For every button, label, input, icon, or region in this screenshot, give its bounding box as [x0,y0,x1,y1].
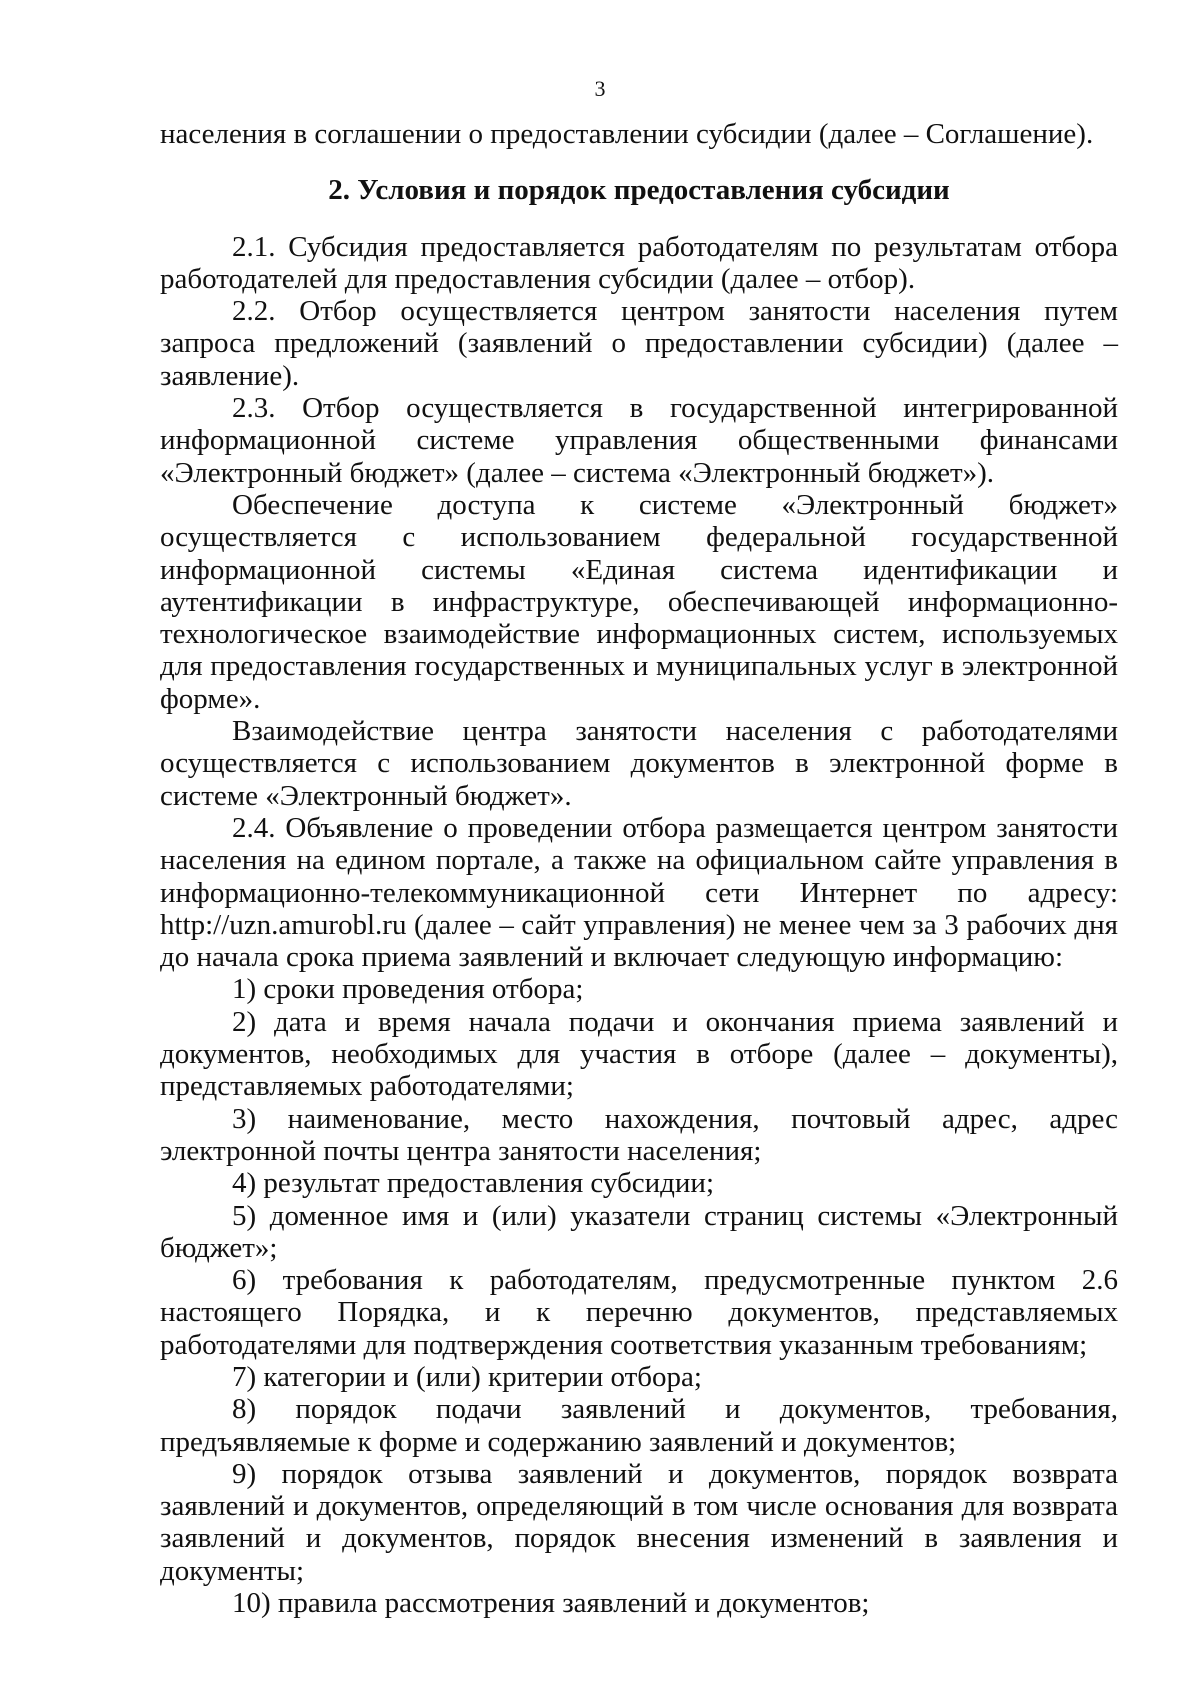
list-item: 3) наименование, место нахождения, почтовый адрес, адрес электронной почты центра занятости населения; [160,1102,1118,1167]
paragraph-2-1: 2.1. Субсидия предоставляется работодателям по результатам отбора работодателей для предоставления субсидии (далее – отбор). [160,230,1118,295]
list-item: 2) дата и время начала подачи и окончания приема заявлений и документов, необходимых для участия в отборе (далее – документы), представляемых работодателями; [160,1005,1118,1103]
list-item: 6) требования к работодателям, предусмотренные пунктом 2.6 настоящего Порядка, и к перечню документов, представляемых работодателями для подтверждения соответствия указанным требованиям; [160,1264,1118,1361]
paragraph-2-3: 2.3. Отбор осуществляется в государственной интегрированной информационной системе управления общественными финансами «Электронный бюджет» (далее – система «Электронный бюджет»). [160,392,1118,489]
list-item: 4) результат предоставления субсидии; [232,1167,715,1200]
list-item: 8) порядок подачи заявлений и документов, требования, предъявляемые к форме и содержанию заявлений и документов; [160,1393,1118,1458]
intro-line: населения в соглашении о предоставлении субсидии (далее – Соглашение). [160,118,1094,150]
section-heading: 2. Условия и порядок предоставления субсидии [328,174,950,207]
page-number: 3 [594,76,606,101]
list-item: 5) доменное имя и (или) указатели страниц системы «Электронный бюджет»; [160,1199,1118,1264]
paragraph-interaction: Взаимодействие центра занятости населения с работодателями осуществляется с использованием документов в электронной форме в системе «Электронный бюджет». [160,715,1118,812]
list-item: 1) сроки проведения отбора; [232,973,584,1006]
list-item: 10) правила рассмотрения заявлений и документов; [232,1587,870,1620]
paragraph-2-2: 2.2. Отбор осуществляется центром занятости населения путем запроса предложений (заявлений о предоставлении субсидии) (далее – заявление). [160,295,1118,392]
list-item: 7) категории и (или) критерии отбора; [232,1360,702,1393]
list-item: 9) порядок отзыва заявлений и документов, порядок возврата заявлений и документов, определяющий в том числе основания для возврата заявлений и документов, порядок внесения изменений в заявления и документы; [160,1457,1118,1587]
document-body [160,118,1118,1619]
paragraph-access: Обеспечение доступа к системе «Электронный бюджет» осуществляется с использованием федеральной государственной информационной системы «Единая система идентификации и аутентификации в инфраструктуре, обеспечивающей информационно-технологическое взаимодействие информационных систем, используемых для предоставления государственных и муниципальных услуг в электронной форме». [160,488,1118,715]
paragraph-2-4: 2.4. Объявление о проведении отбора размещается центром занятости населения на едином портале, а также на официальном сайте управления в информационно-телекоммуникационной сети Интернет по адресу: http://uzn.amurobl.ru (далее – сайт управления) не менее чем за 3 рабочих дня до начала срока приема заявлений и включает следующую информацию: [160,811,1118,974]
